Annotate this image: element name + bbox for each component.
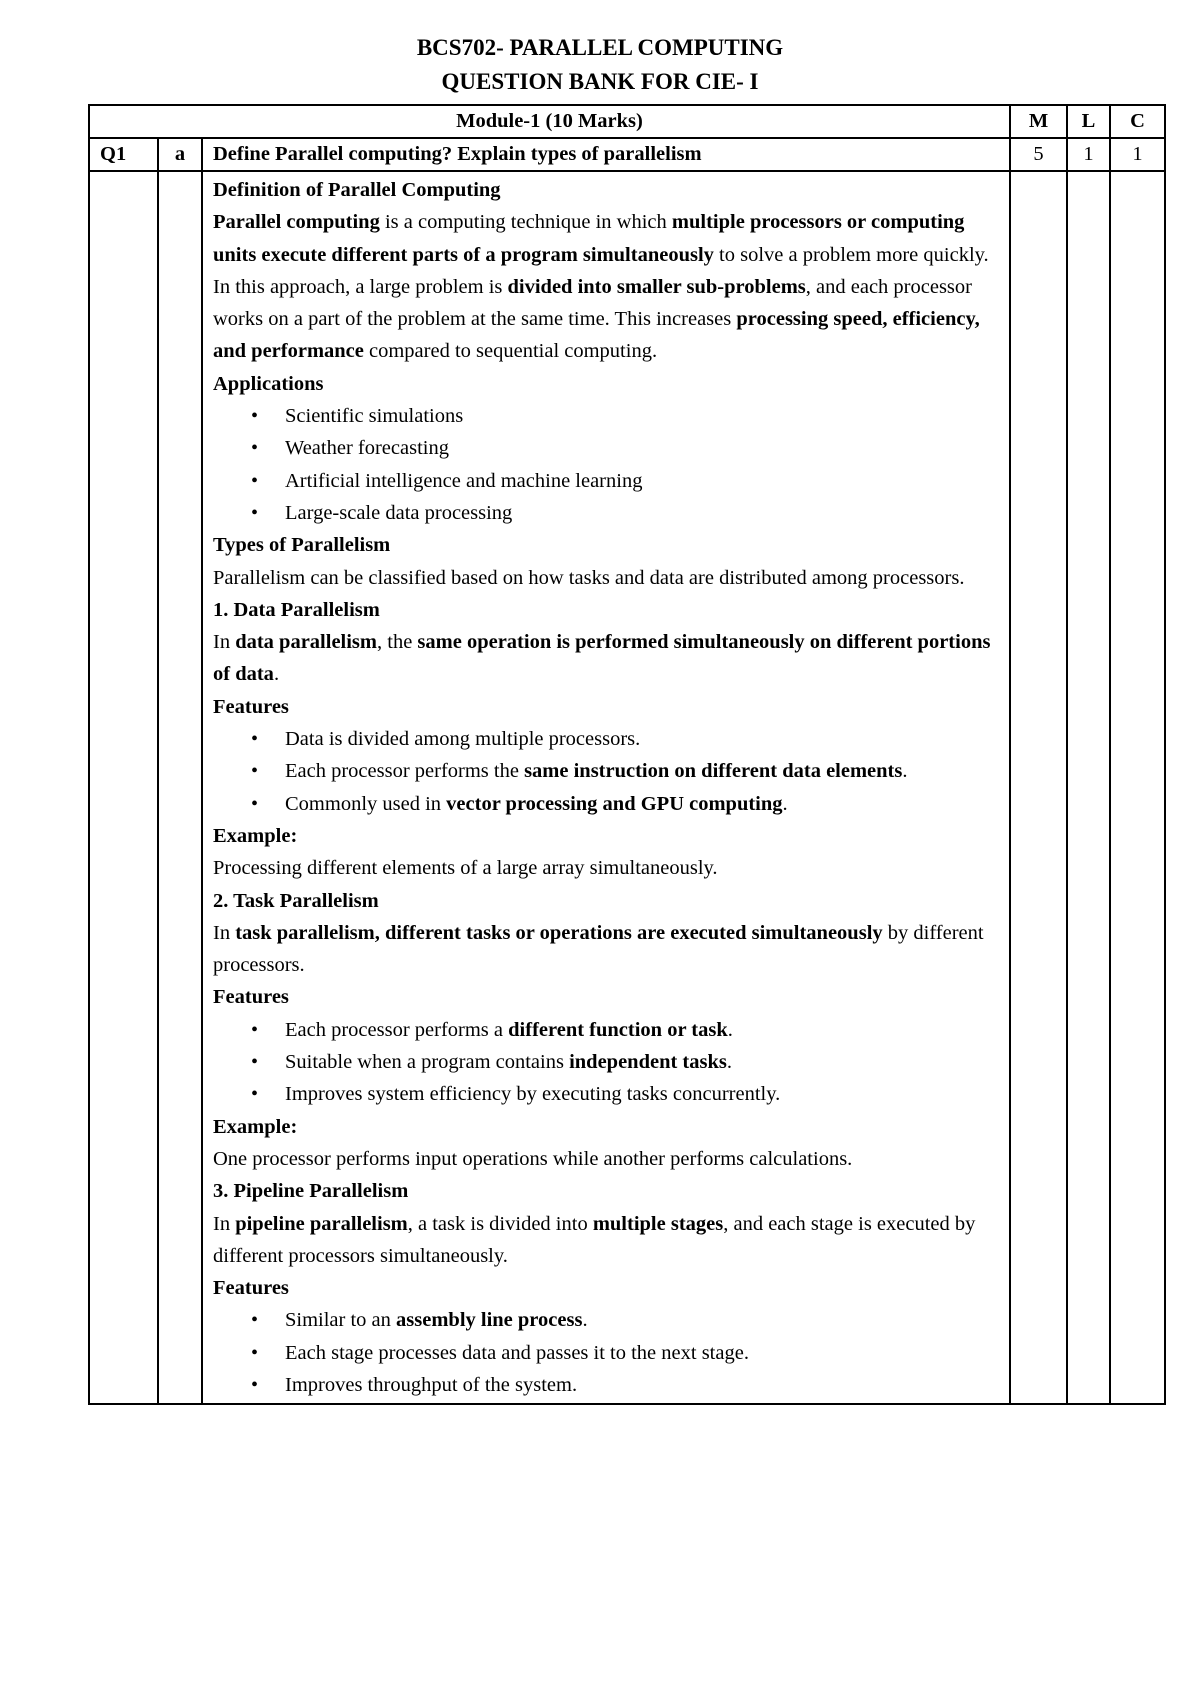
applications-list [213,400,1001,529]
list-item: • Each stage processes data and passes it to the next stage. [285,1337,1001,1369]
col-header-m: M [1010,105,1067,138]
text-span: , and each processor works on a part of the problem at the same time. This increases [213,275,972,331]
question-number: Q1 [89,138,158,171]
text-span: . [782,792,788,815]
task-features-list [213,1014,1001,1111]
text-span: Each processor performs the [285,760,525,783]
text-span: In [213,1212,236,1235]
question-text: Define Parallel computing? Explain types of parallelism [202,138,1010,171]
bold-span: processing speed, efficiency, and performance [213,308,980,363]
definition-heading: Definition of Parallel Computing [213,179,501,201]
question-level: 1 [1067,138,1110,171]
data-example-heading: Example: [213,824,298,847]
text-span: . [726,1051,732,1074]
pipeline-features-heading: Features [213,1277,289,1300]
col-header-c: C [1110,105,1165,138]
task-parallelism-paragraph [213,917,1001,982]
bold-span: assembly line process [396,1309,583,1332]
answer-part-cell [158,171,202,1404]
bold-span: pipeline parallelism [235,1212,408,1235]
task-features-heading: Features [213,986,289,1009]
answer-body [203,172,1009,1403]
data-features-heading: Features [213,695,289,718]
answer-row [89,171,1165,1404]
list-item: • Scientific simulations [285,400,1001,432]
pipeline-parallelism-heading: 3. Pipeline Parallelism [213,1180,409,1203]
answer-l-cell [1067,171,1110,1404]
text-span: Each processor performs a [285,1018,509,1041]
table-header-row [89,105,1165,138]
question-marks: 5 [1010,138,1067,171]
bold-span: vector processing and GPU computing [446,792,783,815]
data-example-text: Processing different elements of a large array simultaneously. [213,857,718,880]
question-part: a [158,138,202,171]
data-features-list [213,723,1001,820]
list-item [285,1014,1001,1046]
list-item [285,1046,1001,1078]
list-item: • Large-scale data processing [285,497,1001,529]
text-span: . [582,1309,588,1332]
types-heading: Types of Parallelism [213,534,391,557]
text-span: Similar to an [285,1309,397,1332]
applications-heading: Applications [213,372,324,395]
text-span: compared to sequential computing. [363,340,658,363]
bold-span: same operation is performed simultaneously on different portions of data [213,631,991,686]
module-heading: Module-1 (10 Marks) [89,105,1010,138]
bold-span: multiple stages [592,1212,724,1235]
answer-qno-cell [89,171,158,1404]
task-example-text: One processor performs input operations while another performs calculations. [213,1147,853,1170]
text-span: Commonly used in [285,792,447,815]
text-span: , and each stage is executed by different processors simultaneously. [213,1212,976,1267]
list-item [285,788,1001,820]
text-span: by different processors. [213,921,984,977]
approach-paragraph [213,271,1001,368]
answer-c-cell [1110,171,1165,1404]
text-span: Suitable when a program contains [285,1051,570,1074]
definition-paragraph [213,206,1001,271]
question-bank-table [88,104,1166,1405]
bold-span: different function or task [508,1018,728,1041]
list-item: • Artificial intelligence and machine learning [285,465,1001,497]
text-span: . [273,663,280,686]
bold-span: data parallelism [235,631,377,654]
answer-cell [202,171,1010,1404]
text-span: . [902,760,908,783]
text-span: . [727,1018,733,1041]
definition-term: Parallel computing [213,211,380,234]
types-intro: Parallelism can be classified based on how tasks and data are distributed among processors. [213,566,965,589]
pipeline-parallelism-paragraph [213,1208,1001,1273]
list-item [285,755,1001,787]
text-span: In this approach, a large problem is [213,275,508,298]
document-title: BCS702- PARALLEL COMPUTING [416,35,784,60]
text-span: In [213,921,236,944]
text-span: In [213,631,236,654]
bold-span: multiple processors or computing units execute different parts of a program simultaneously [213,211,965,266]
text-span: , the [377,631,418,654]
text-span: , a task is divided into [407,1212,593,1235]
list-item: • Weather forecasting [285,432,1001,464]
text-span: is a computing technique in which [379,211,672,234]
pipeline-features-list [213,1304,1001,1401]
text-span: to solve a problem more quickly. [713,243,989,266]
bold-span: same instruction on different data elements [524,760,903,783]
list-item: • Improves system efficiency by executing tasks concurrently. [285,1078,1001,1110]
list-item [285,1304,1001,1336]
question-co: 1 [1110,138,1165,171]
col-header-l: L [1067,105,1110,138]
bold-span: independent tasks [569,1051,727,1074]
list-item: • Data is divided among multiple processors. [285,723,1001,755]
data-parallelism-heading: 1. Data Parallelism [213,598,380,621]
task-parallelism-heading: 2. Task Parallelism [213,889,379,912]
task-example-heading: Example: [213,1115,298,1138]
question-row [89,138,1165,171]
document-subtitle: QUESTION BANK FOR CIE- I [441,69,759,94]
bold-span: task parallelism, different tasks or operations are executed simultaneously [235,921,883,944]
list-item: • Improves throughput of the system. [285,1369,1001,1401]
answer-m-cell [1010,171,1067,1404]
bold-span: divided into smaller sub-problems [507,275,806,298]
data-parallelism-paragraph [213,626,1001,691]
